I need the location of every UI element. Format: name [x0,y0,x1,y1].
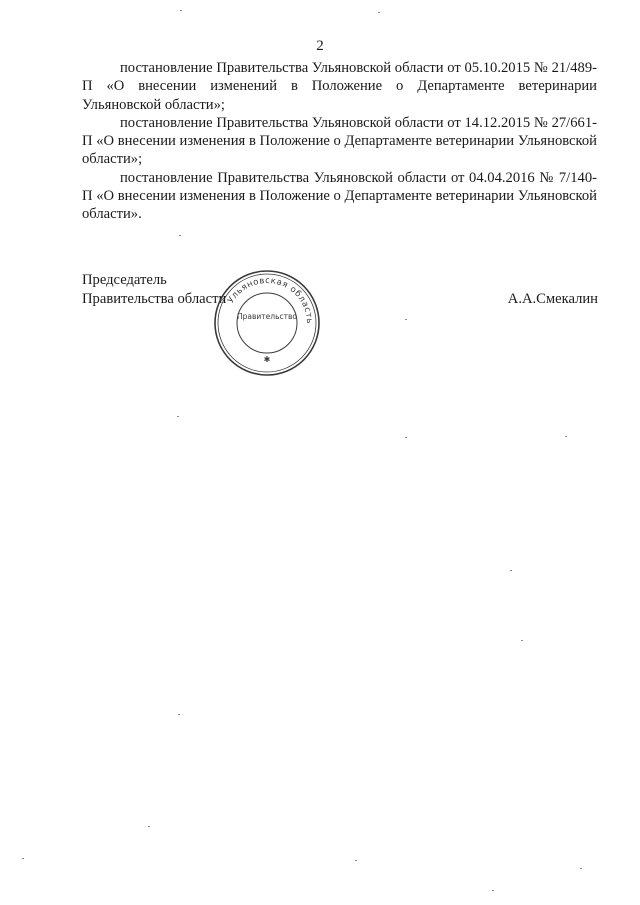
item-text: постановление Правительства Ульяновской области от 04.04.2016 № 7/140-П «О внесении изменения в Положение о Департаменте ветеринарии Ульяновской области». [82,169,597,223]
scan-speck [355,860,357,861]
scan-speck [180,10,182,11]
svg-text:✱: ✱ [263,355,271,364]
scan-speck [510,570,512,571]
svg-text:Правительство: Правительство [237,312,297,321]
signatory-name: А.А.Смекалин [507,291,598,307]
scan-speck [405,437,407,438]
scan-speck [565,436,567,437]
scan-speck [178,714,180,715]
scan-speck [580,868,582,869]
signatory-title-line-1: Председатель [82,272,167,288]
list-item [82,114,597,169]
item-text: постановление Правительства Ульяновской области от 05.10.2015 № 21/489-П «О внесении изменений в Положение о Департаменте ветеринарии Ульяновской области»; [82,60,597,113]
official-seal [212,268,322,378]
amendments-list [82,59,597,224]
svg-text:Ульяновская область: Ульяновская область [225,275,315,325]
signatory-title [82,271,226,309]
signatory-title-line-2: Правительства области [82,291,227,307]
list-item [82,169,597,224]
scan-speck [492,890,494,891]
scan-speck [405,319,407,320]
page-number: 2 [316,38,324,54]
scan-speck [22,858,24,859]
list-item [82,59,597,114]
scan-speck [378,12,380,13]
scan-speck [179,235,181,236]
scan-speck [148,826,150,827]
scan-speck [521,640,523,641]
item-text: постановление Правительства Ульяновской области от 14.12.2015 № 27/661-П «О внесении изменения в Положение о Департаменте ветеринарии Ульяновской области»; [82,114,597,168]
scan-speck [177,416,179,417]
